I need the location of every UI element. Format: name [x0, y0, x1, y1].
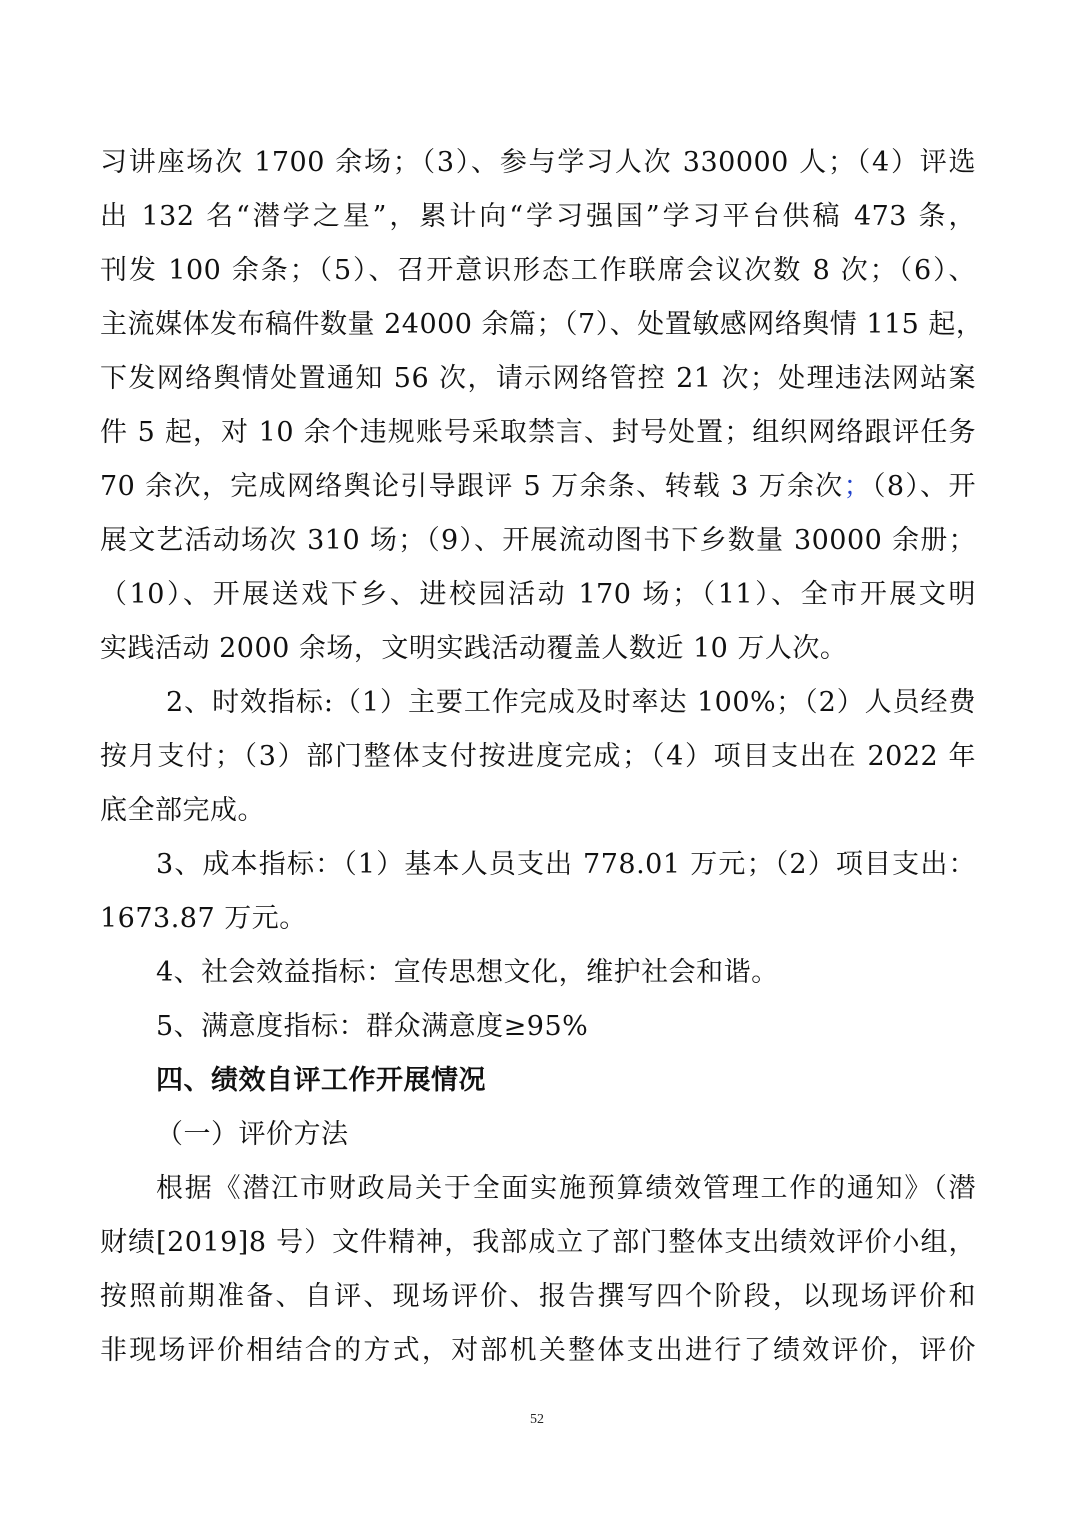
paragraph-line: （10）、开展送戏下乡、进校园活动 170 场；（11）、全市开展文明: [100, 579, 976, 610]
method-paragraph-line: 根据《潜江市财政局关于全面实施预算绩效管理工作的通知》（潜: [156, 1173, 976, 1204]
paragraph-line: 出 132 名“潜学之星”，累计向“学习强国”学习平台供稿 473 条，: [100, 201, 976, 232]
highlighted-semicolon: ；: [843, 471, 872, 502]
cost-indicator-line: 3、成本指标：（1）基本人员支出 778.01 万元；（2）项目支出：: [156, 849, 976, 880]
cost-indicator-line: 1673.87 万元。: [100, 903, 307, 934]
paragraph-line: 刊发 100 余条；（5）、召开意识形态工作联席会议次数 8 次；（6）、: [100, 255, 976, 286]
paragraph-line: 主流媒体发布稿件数量 24000 余篇；（7）、处置敏感网络舆情 115 起，: [100, 309, 984, 340]
paragraph-text: 70 余次，完成网络舆论引导跟评 5 万余条、转载 3 万余次: [100, 471, 844, 502]
paragraph-line: [100, 460, 976, 514]
timeliness-indicator-line: 2、时效指标:（1）主要工作完成及时率达 100%；（2）人员经费: [166, 687, 976, 718]
paragraph-line: 习讲座场次 1700 余场；（3）、参与学习人次 330000 人；（4）评选: [100, 147, 976, 178]
paragraph-line: 展文艺活动场次 310 场；（9）、开展流动图书下乡数量 30000 余册；: [100, 525, 976, 556]
paragraph-text: （8）、开: [871, 471, 977, 502]
section-heading: 四、绩效自评工作开展情况: [156, 1065, 486, 1096]
paragraph-line: 实践活动 2000 余场，文明实践活动覆盖人数近 10 万人次。: [100, 633, 848, 664]
method-paragraph-line: 按照前期准备、自评、现场评价、报告撰写四个阶段，以现场评价和: [100, 1281, 976, 1312]
method-paragraph-line: 财绩[2019]8 号）文件精神，我部成立了部门整体支出绩效评价小组，: [100, 1227, 976, 1258]
page-number: 52: [530, 1412, 544, 1427]
method-paragraph-line: 非现场评价相结合的方式，对部机关整体支出进行了绩效评价，评价: [100, 1335, 976, 1366]
social-benefit-indicator: 4、社会效益指标：宣传思想文化，维护社会和谐。: [156, 957, 779, 988]
paragraph-line: 下发网络舆情处置通知 56 次，请示网络管控 21 次；处理违法网站案: [100, 363, 976, 394]
paragraph-line: 件 5 起，对 10 余个违规账号采取禁言、封号处置；组织网络跟评任务: [100, 417, 976, 448]
satisfaction-indicator: 5、满意度指标：群众满意度≥95%: [156, 1011, 589, 1042]
document-body: [100, 136, 984, 1378]
subsection-heading: （一）评价方法: [156, 1119, 349, 1150]
timeliness-indicator-line: 底全部完成。: [100, 795, 265, 826]
timeliness-indicator-line: 按月支付；（3）部门整体支付按进度完成；（4）项目支出在 2022 年: [100, 741, 976, 772]
